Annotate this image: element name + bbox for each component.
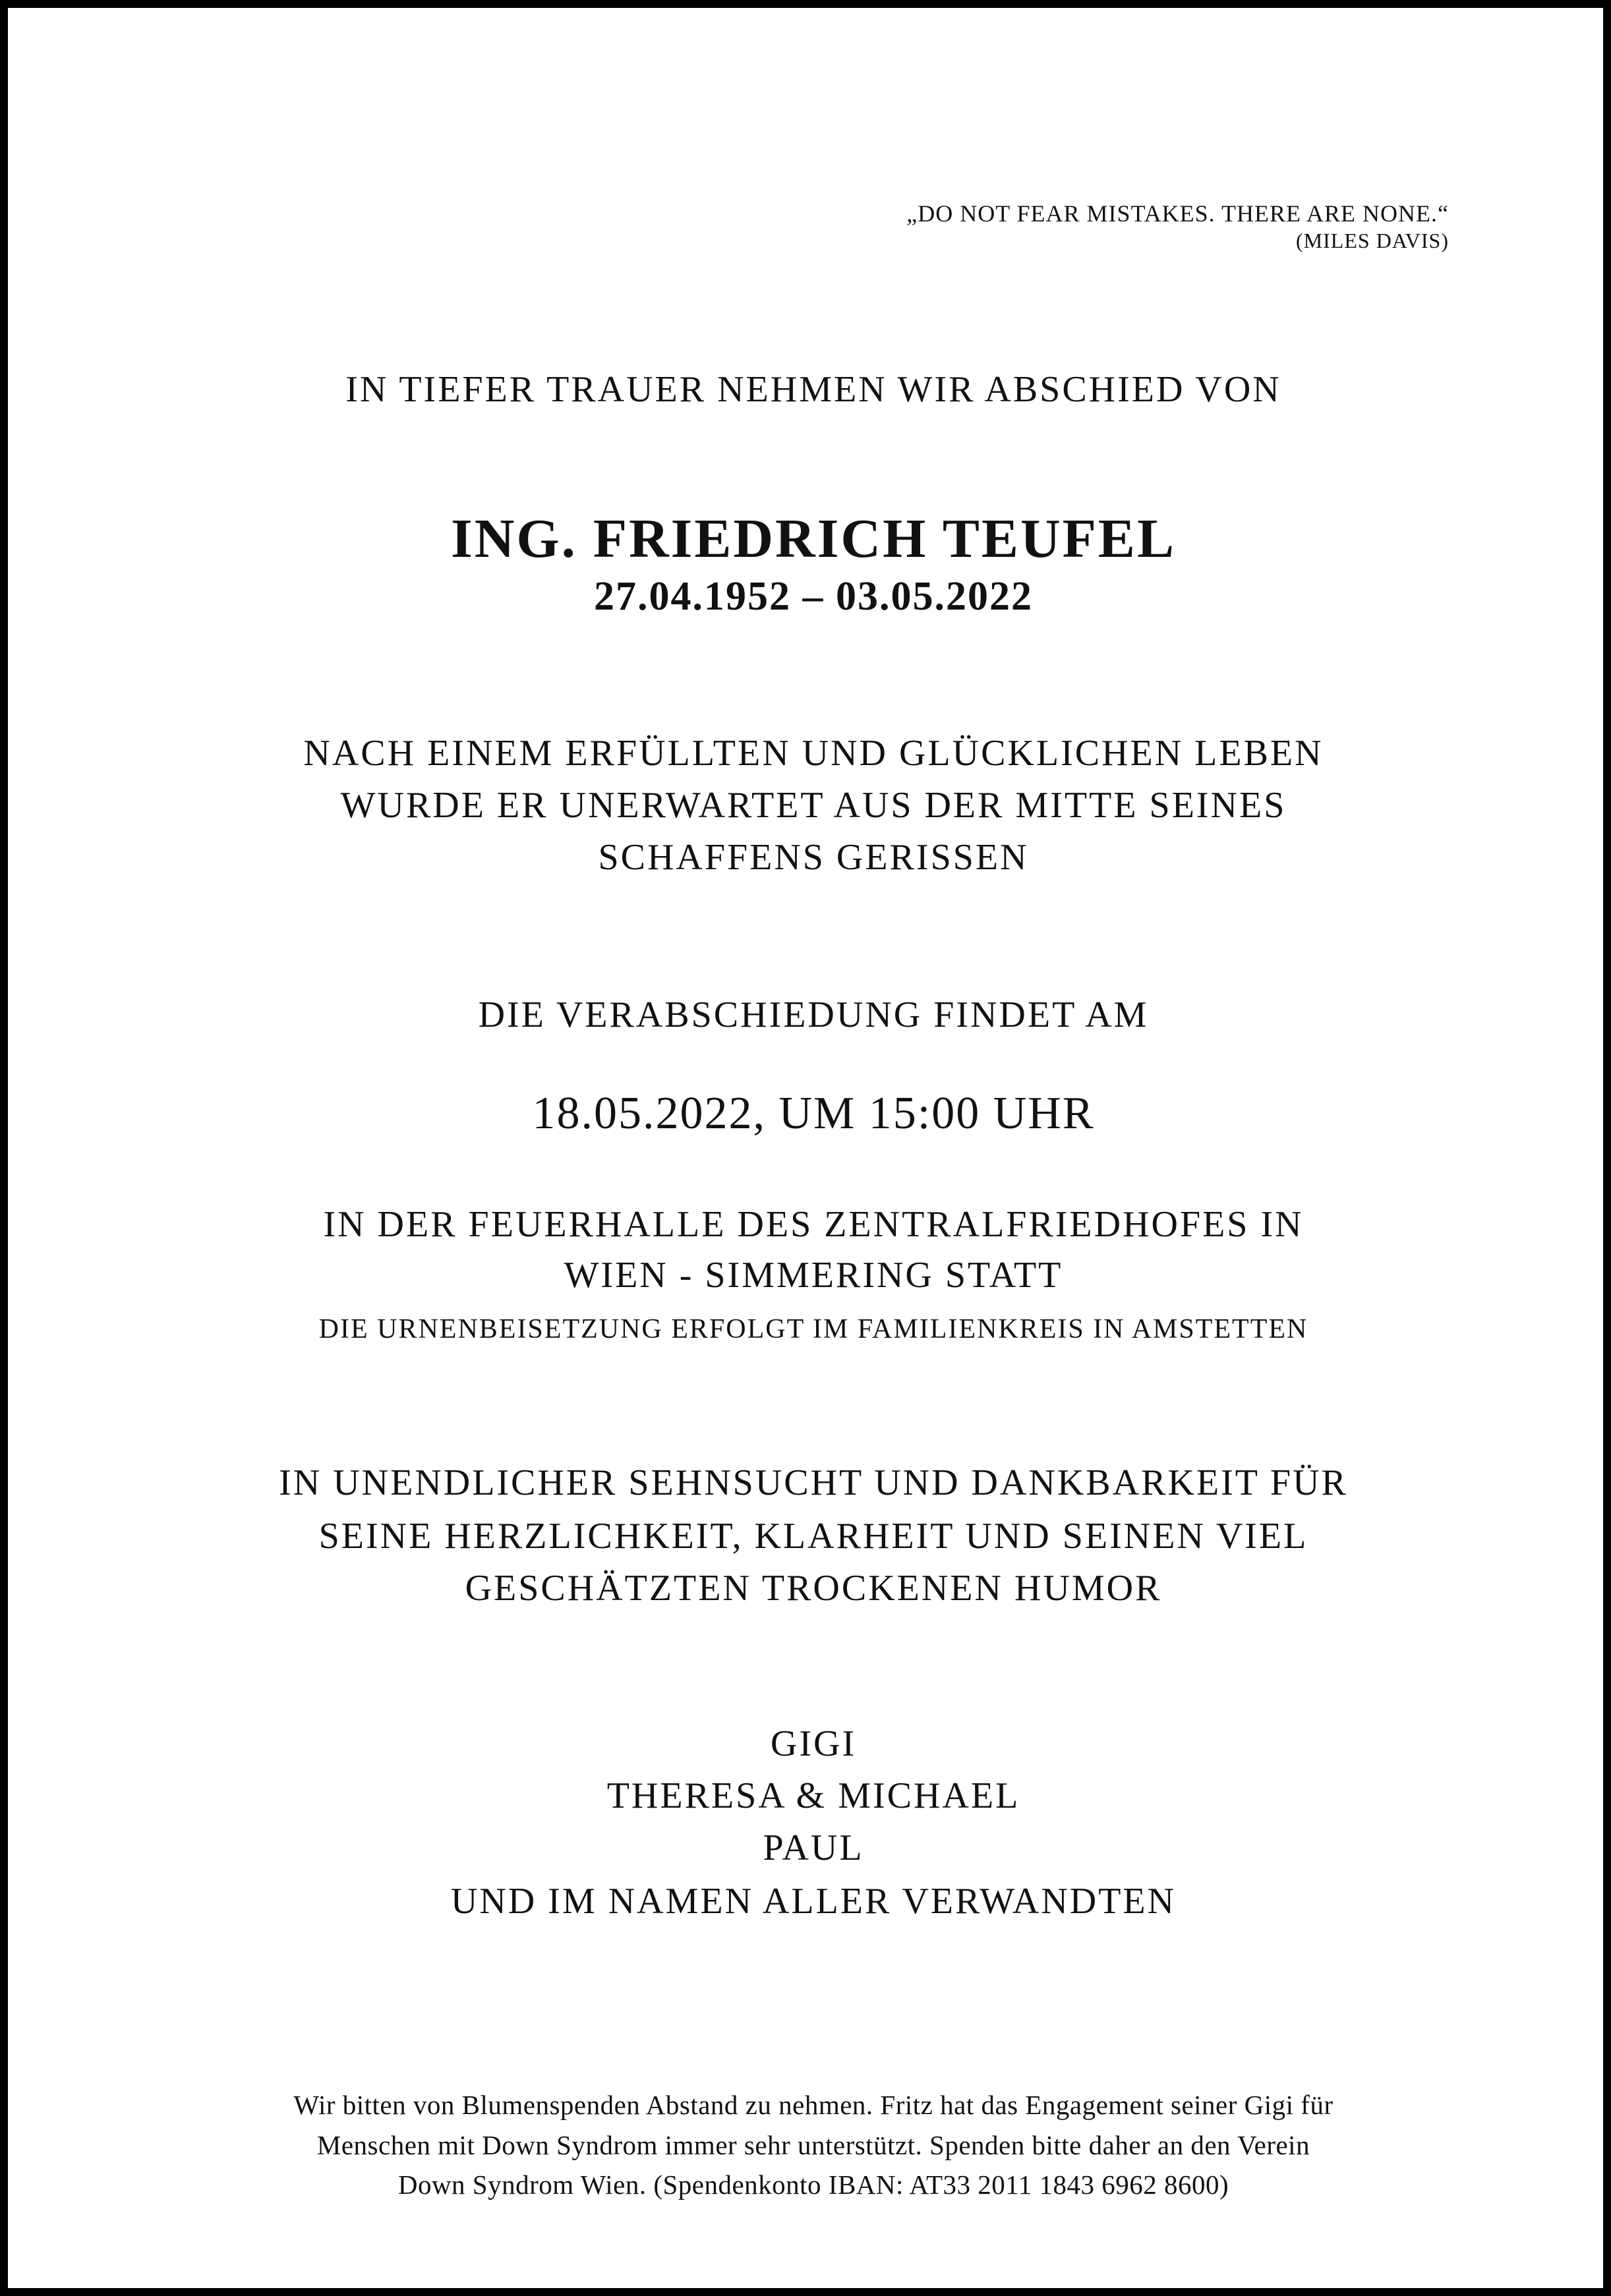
- donation-note-line: Wir bitten von Blumenspenden Abstand zu nehmen. Fritz hat das Engagement seiner Gigi für: [293, 2090, 1333, 2120]
- life-paragraph-line: WURDE ER UNERWARTET AUS DER MITTE SEINES: [340, 785, 1287, 826]
- life-paragraph-line: NACH EINEM ERFÜLLTEN UND GLÜCKLICHEN LEBEN: [303, 733, 1324, 774]
- quote-author: (MILES DAVIS): [1296, 229, 1449, 252]
- mourner-name: THERESA & MICHAEL: [606, 1775, 1020, 1816]
- intro-line: IN TIEFER TRAUER NEHMEN WIR ABSCHIED VON: [345, 369, 1281, 410]
- mourner-name: PAUL: [763, 1827, 864, 1868]
- life-paragraph-line: SCHAFFENS GERISSEN: [598, 837, 1029, 878]
- deceased-name: ING. FRIEDRICH TEUFEL: [451, 508, 1176, 569]
- gratitude-line: GESCHÄTZTEN TROCKENEN HUMOR: [465, 1568, 1162, 1609]
- ceremony-location-line: IN DER FEUERHALLE DES ZENTRALFRIEDHOFES IN: [323, 1204, 1304, 1245]
- urn-note: DIE URNENBEISETZUNG ERFOLGT IM FAMILIENKREIS IN AMSTETTEN: [318, 1314, 1308, 1344]
- ceremony-intro: DIE VERABSCHIEDUNG FINDET AM: [478, 994, 1149, 1035]
- quote-text: „DO NOT FEAR MISTAKES. THERE ARE NONE.“: [906, 200, 1449, 227]
- mourner-name: UND IM NAMEN ALLER VERWANDTEN: [450, 1881, 1177, 1922]
- ceremony-datetime: 18.05.2022, UM 15:00 UHR: [532, 1088, 1095, 1139]
- mourner-name: GIGI: [770, 1723, 857, 1764]
- donation-note-line: Menschen mit Down Syndrom immer sehr unterstützt. Spenden bitte daher an den Verein: [316, 2130, 1310, 2160]
- deceased-dates: 27.04.1952 – 03.05.2022: [594, 574, 1033, 619]
- gratitude-line: SEINE HERZLICHKEIT, KLARHEIT UND SEINEN VIEL: [318, 1516, 1308, 1557]
- gratitude-line: IN UNENDLICHER SEHNSUCHT UND DANKBARKEIT FÜR: [279, 1462, 1348, 1503]
- donation-note-line: Down Syndrom Wien. (Spendenkonto IBAN: AT33 2011 1843 6962 8600): [397, 2169, 1229, 2200]
- ceremony-location-line: WIEN - SIMMERING STATT: [564, 1255, 1063, 1296]
